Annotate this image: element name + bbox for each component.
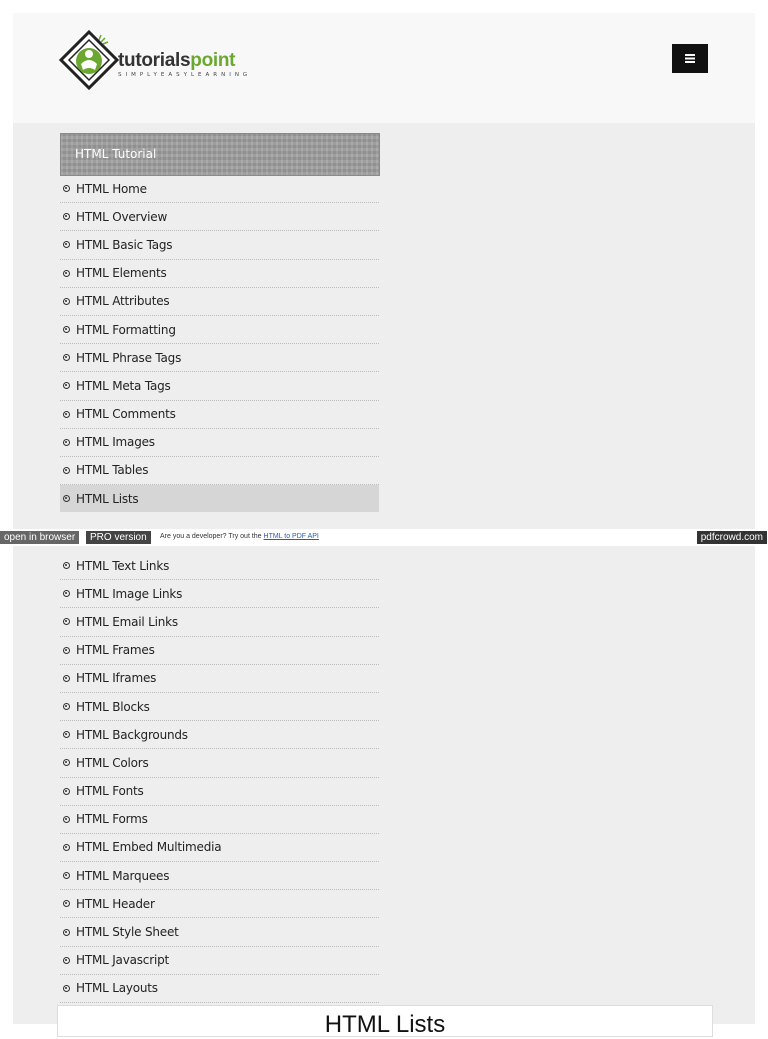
sidebar-item-label: HTML Elements xyxy=(76,266,167,281)
sidebar-item-label: HTML Marquees xyxy=(76,868,170,883)
sidebar-item-html-image-links[interactable] xyxy=(60,580,379,608)
bullet-icon xyxy=(63,675,70,682)
sidebar-item-label: HTML Overview xyxy=(76,209,168,224)
sidebar-item-html-meta-tags[interactable] xyxy=(60,372,379,400)
menu-button[interactable] xyxy=(672,44,708,73)
sidebar-item-html-comments[interactable] xyxy=(60,401,379,429)
pdfcrowd-message-text: Are you a developer? Try out the xyxy=(160,533,264,540)
sidebar-item-label: HTML Forms xyxy=(76,812,148,827)
sidebar-item-html-embed-multimedia[interactable] xyxy=(60,834,379,862)
sidebar-item-label: HTML Email Links xyxy=(76,614,178,629)
bullet-icon xyxy=(63,788,70,795)
sidebar-title: HTML Tutorial xyxy=(75,147,157,161)
bullet-icon xyxy=(63,985,70,992)
bullet-icon xyxy=(63,703,70,710)
sidebar-item-label: HTML Javascript xyxy=(76,953,169,968)
bullet-icon xyxy=(63,439,70,446)
sidebar-item-html-iframes[interactable] xyxy=(60,665,379,693)
sidebar-nav-list xyxy=(60,175,379,512)
sidebar-item-html-phrase-tags[interactable] xyxy=(60,344,379,372)
sidebar-panel-bottom xyxy=(13,546,755,1024)
html-to-pdf-api-link[interactable]: HTML to PDF API xyxy=(263,533,319,540)
bullet-icon xyxy=(63,957,70,964)
open-in-browser-button[interactable]: open in browser xyxy=(0,531,79,544)
sidebar-item-html-attributes[interactable] xyxy=(60,288,379,316)
sidebar-item-html-email-links[interactable] xyxy=(60,608,379,636)
sidebar-item-html-lists[interactable] xyxy=(60,485,379,512)
pdfcrowd-bar xyxy=(0,529,768,546)
sidebar-item-html-formatting[interactable] xyxy=(60,316,379,344)
sidebar-item-label: HTML Tables xyxy=(76,463,149,478)
sidebar-item-html-blocks[interactable] xyxy=(60,693,379,721)
logo-word-point: point xyxy=(190,50,236,71)
sidebar-item-label: HTML Home xyxy=(76,181,147,196)
sidebar-item-html-backgrounds[interactable] xyxy=(60,721,379,749)
pro-version-button[interactable]: PRO version xyxy=(86,531,151,544)
bullet-icon xyxy=(63,816,70,823)
sidebar-item-label: HTML Layouts xyxy=(76,981,158,996)
bullet-icon xyxy=(63,354,70,361)
sidebar-item-label: HTML Comments xyxy=(76,407,176,422)
sidebar-item-label: HTML Images xyxy=(76,435,155,450)
sidebar-item-html-forms[interactable] xyxy=(60,806,379,834)
sidebar-item-label: HTML Backgrounds xyxy=(76,727,188,742)
bullet-icon xyxy=(63,759,70,766)
sidebar-item-html-layouts[interactable] xyxy=(60,975,379,1003)
sidebar-item-html-frames[interactable] xyxy=(60,637,379,665)
sidebar-item-label: HTML Embed Multimedia xyxy=(76,840,222,855)
bullet-icon xyxy=(63,213,70,220)
bullet-icon xyxy=(63,844,70,851)
sidebar-item-label: HTML Text Links xyxy=(76,558,170,573)
sidebar-item-label: HTML Image Links xyxy=(76,586,183,601)
sidebar-item-html-marquees[interactable] xyxy=(60,862,379,890)
main-content xyxy=(57,1005,713,1037)
sidebar-item-label: HTML Attributes xyxy=(76,294,170,309)
sidebar-item-label: HTML Fonts xyxy=(76,784,144,799)
sidebar-item-html-fonts[interactable] xyxy=(60,778,379,806)
sidebar-panel-top xyxy=(13,123,755,529)
sidebar-item-html-style-sheet[interactable] xyxy=(60,918,379,946)
page-title: HTML Lists xyxy=(324,1011,446,1038)
logo-emblem-icon xyxy=(59,30,119,90)
sidebar-item-html-overview[interactable] xyxy=(60,203,379,231)
sidebar-item-label: HTML Colors xyxy=(76,755,149,770)
bullet-icon xyxy=(63,382,70,389)
sidebar-item-html-basic-tags[interactable] xyxy=(60,231,379,259)
bullet-icon xyxy=(63,495,70,502)
sidebar-item-label: HTML Blocks xyxy=(76,699,150,714)
hamburger-menu-icon xyxy=(685,54,695,63)
sidebar-item-html-home[interactable] xyxy=(60,175,379,203)
logo-wordmark xyxy=(118,50,235,72)
sidebar-nav-list-continued xyxy=(60,552,379,1003)
bullet-icon xyxy=(63,647,70,654)
bullet-icon xyxy=(63,185,70,192)
sidebar-item-html-javascript[interactable] xyxy=(60,947,379,975)
logo-word-tutorials: tutorials xyxy=(118,50,191,71)
sidebar-item-label: HTML Style Sheet xyxy=(76,925,179,940)
bullet-icon xyxy=(63,562,70,569)
bullet-icon xyxy=(63,411,70,418)
sidebar-item-html-tables[interactable] xyxy=(60,457,379,485)
sidebar-item-label: HTML Formatting xyxy=(76,322,176,337)
sidebar-item-label: HTML Frames xyxy=(76,643,155,658)
sidebar-item-label: HTML Basic Tags xyxy=(76,237,173,252)
sidebar-item-html-text-links[interactable] xyxy=(60,552,379,580)
sidebar-item-label: HTML Phrase Tags xyxy=(76,350,182,365)
logo-tagline: SIMPLYEASYLEARNING xyxy=(118,72,252,78)
bullet-icon xyxy=(63,731,70,738)
pdfcrowd-brand-link[interactable]: pdfcrowd.com xyxy=(697,531,767,544)
bullet-icon xyxy=(63,618,70,625)
pdfcrowd-message xyxy=(160,533,319,540)
bullet-icon xyxy=(63,241,70,248)
bullet-icon xyxy=(63,467,70,474)
tutorialspoint-logo[interactable] xyxy=(59,30,299,94)
bullet-icon xyxy=(63,298,70,305)
bullet-icon xyxy=(63,872,70,879)
bullet-icon xyxy=(63,929,70,936)
sidebar-item-html-elements[interactable] xyxy=(60,260,379,288)
bullet-icon xyxy=(63,590,70,597)
sidebar-item-html-images[interactable] xyxy=(60,429,379,457)
bullet-icon xyxy=(63,270,70,277)
sidebar-item-label: HTML Header xyxy=(76,896,155,911)
sidebar-item-label: HTML Meta Tags xyxy=(76,378,171,393)
sidebar-title-banner xyxy=(60,133,380,176)
bullet-icon xyxy=(63,326,70,333)
sidebar-item-html-colors[interactable] xyxy=(60,749,379,777)
sidebar-item-label: HTML Lists xyxy=(76,491,139,506)
sidebar-item-html-header[interactable] xyxy=(60,890,379,918)
site-header xyxy=(13,13,755,123)
sidebar-item-label: HTML Iframes xyxy=(76,671,157,686)
bullet-icon xyxy=(63,900,70,907)
